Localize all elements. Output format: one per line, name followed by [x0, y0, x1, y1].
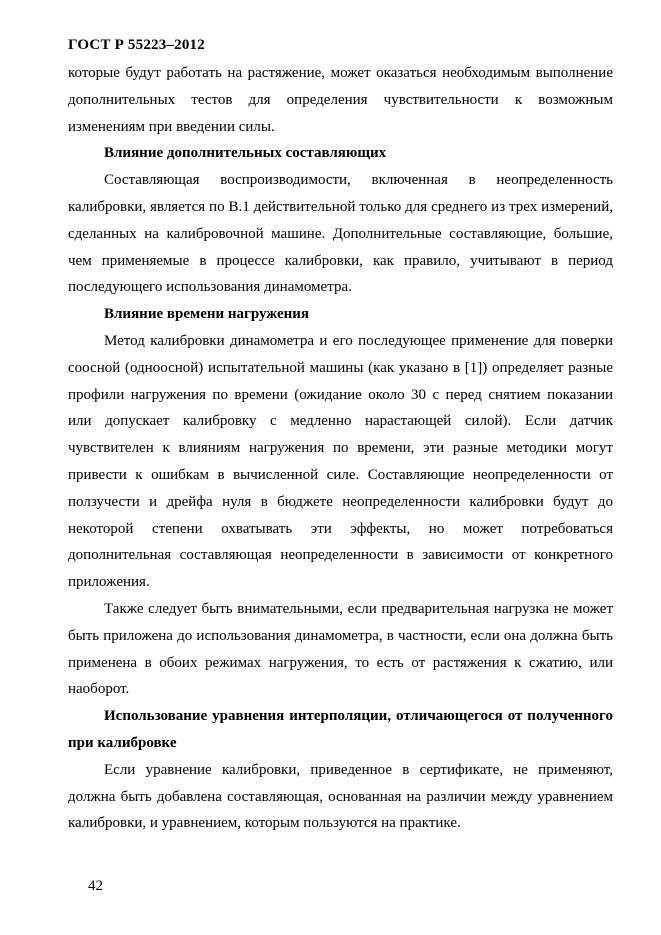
page-number: 42 — [88, 878, 103, 894]
section-heading-loading-time: Влияние времени нагружения — [104, 306, 310, 323]
paragraph-preload: Также следует быть внимательными, если предварительная нагрузка не может быть приложена до использования динамометра, в частности, если она должна быть применена в обоих режимах нагружения, то есть от растяжения к сжатию, или наоборот. — [68, 600, 613, 698]
standard-header: ГОСТ Р 55223–2012 — [68, 37, 205, 53]
paragraph-continuation: которые будут работать на растяжение, может оказаться необходимым выполнение дополнительных тестов для определения чувствительности к возможным изменениям при введении силы. — [68, 65, 613, 135]
document-body — [68, 60, 613, 837]
section-heading-additional-components: Влияние дополнительных составляющих — [104, 145, 387, 162]
paragraph-loading-time: Метод калибровки динамометра и его последующее применение для поверки соосной (одноосной) испытательной машины (как указано в [1]) определяет разные профили нагружения по времени (ожидание около 30 с перед снятием показании или допускает калибровку с медленно нарастающей силой). Если датчик чувствителен к влияниям нагружения по времени, эти разные методики могут привести к ошибкам в вычисленной силе. Составляющие неопределенности от ползучести и дрейфа нуля в бюджете неопределенности калибровки будут до некоторой степени охватывать эти эффекты, но может потребоваться дополнительная составляющая неопределенности в зависимости от конкретного приложения. — [68, 332, 613, 591]
section-heading-interpolation-equation: Использование уравнения интерполяции, отличающегося от полученного при калибровке — [68, 708, 613, 751]
paragraph-additional-components: Составляющая воспроизводимости, включенная в неопределенность калибровки, является по В.1 действительной только для среднего из трех измерений, сделанных на калибровочной машине. Дополнительные составляющие, большие, чем применяемые в процессе калибровки, как правило, учитывают в период последующего использования динамометра. — [68, 172, 613, 296]
paragraph-interpolation-equation: Если уравнение калибровки, приведенное в сертификате, не применяют, должна быть добавлена составляющая, основанная на различии между уравнением калибровки, и уравнением, которым пользуются на практике. — [68, 761, 613, 832]
